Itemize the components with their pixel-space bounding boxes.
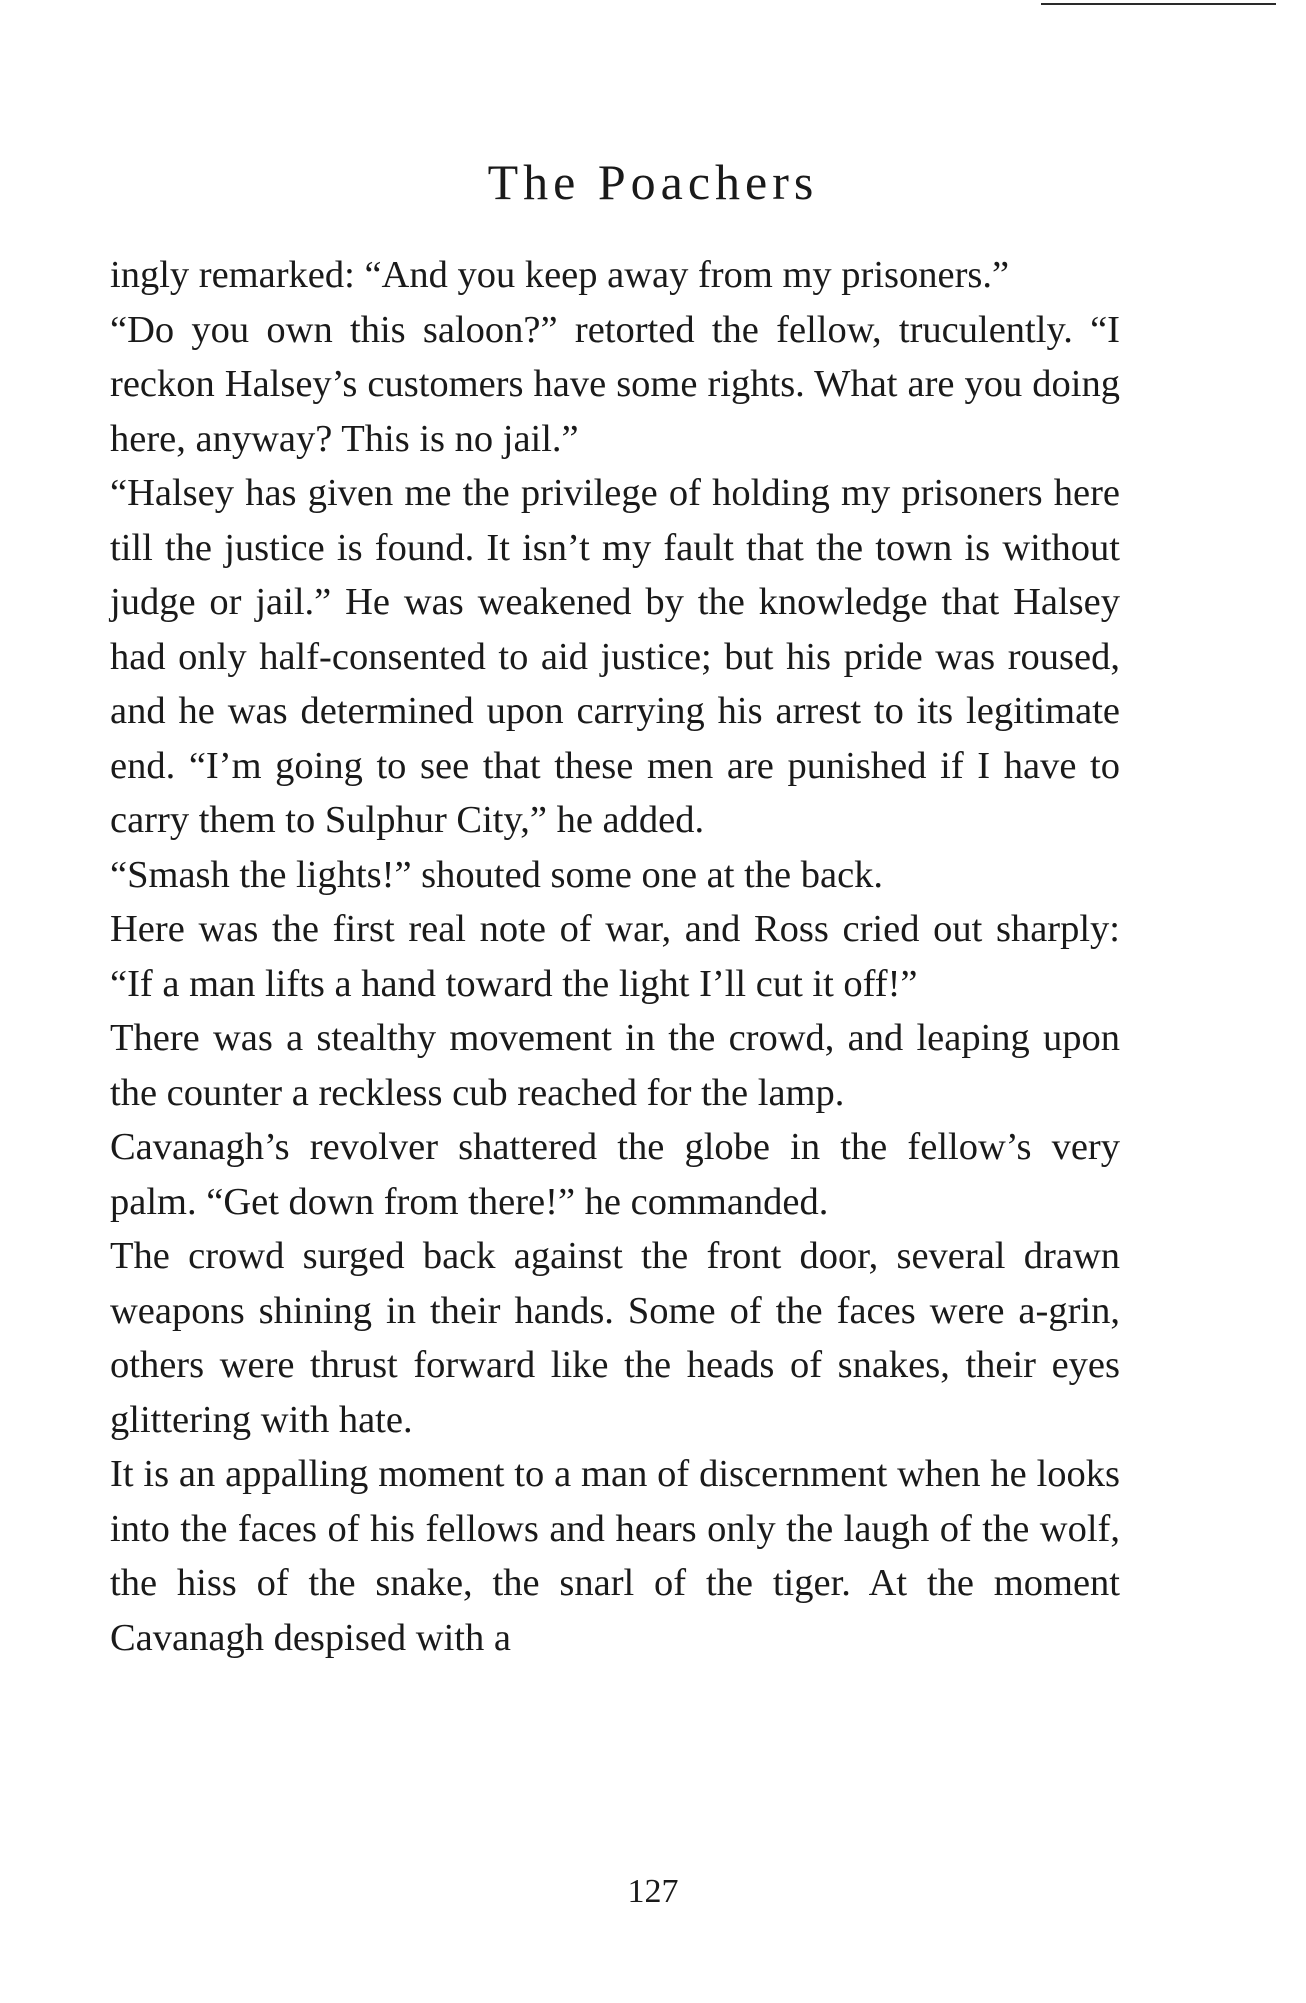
paragraph-4: “Smash the lights!” shouted some one at the back. (110, 853, 884, 896)
paragraph-1: ingly remarked: “And you keep away from my prisoners.” (110, 254, 1010, 296)
paragraph-5: Here was the first real note of war, and Ross cried out sharply: “If a man lifts a hand toward the light I’ll cut it off!” (110, 908, 1120, 1005)
paragraph-9: It is an appalling moment to a man of discernment when he looks into the faces of his fellows and hears only the laugh of the wolf, the hiss of the snake, the snarl of the tiger. At the moment Cavanagh despised with a (110, 1453, 1120, 1659)
body-text (110, 248, 1120, 1665)
paragraph-6: There was a stealthy movement in the crowd, and leaping upon the counter a reckless cub reached for the lamp. (110, 1017, 1120, 1114)
paragraph-3: “Halsey has given me the privilege of holding my prisoners here till the justice is found. It isn’t my fault that the town is without judge or jail.” He was weakened by the knowledge that Halsey had only half-consented to aid justice; but his pride was roused, and he was determined upon carrying his arrest to its legitimate end. “I’m going to see that these men are punished if I have to carry them to Sulphur City,” he added. (110, 472, 1120, 841)
paragraph-2: “Do you own this saloon?” retorted the fellow, truculently. “I reckon Halsey’s customers have some rights. What are you doing here, anyway? This is no jail.” (110, 308, 1120, 460)
running-head: The Poachers (487, 154, 819, 210)
paragraph-7: Cavanagh’s revolver shattered the globe in the fellow’s very palm. “Get down from there!” he commanded. (110, 1126, 1120, 1223)
top-rule-divider (1041, 3, 1276, 5)
page-number: 127 (627, 1873, 679, 1910)
paragraph-8: The crowd surged back against the front door, several drawn weapons shining in their hands. Some of the faces were a-grin, others were thrust forward like the heads of snakes, their eyes glittering with hate. (110, 1235, 1120, 1441)
